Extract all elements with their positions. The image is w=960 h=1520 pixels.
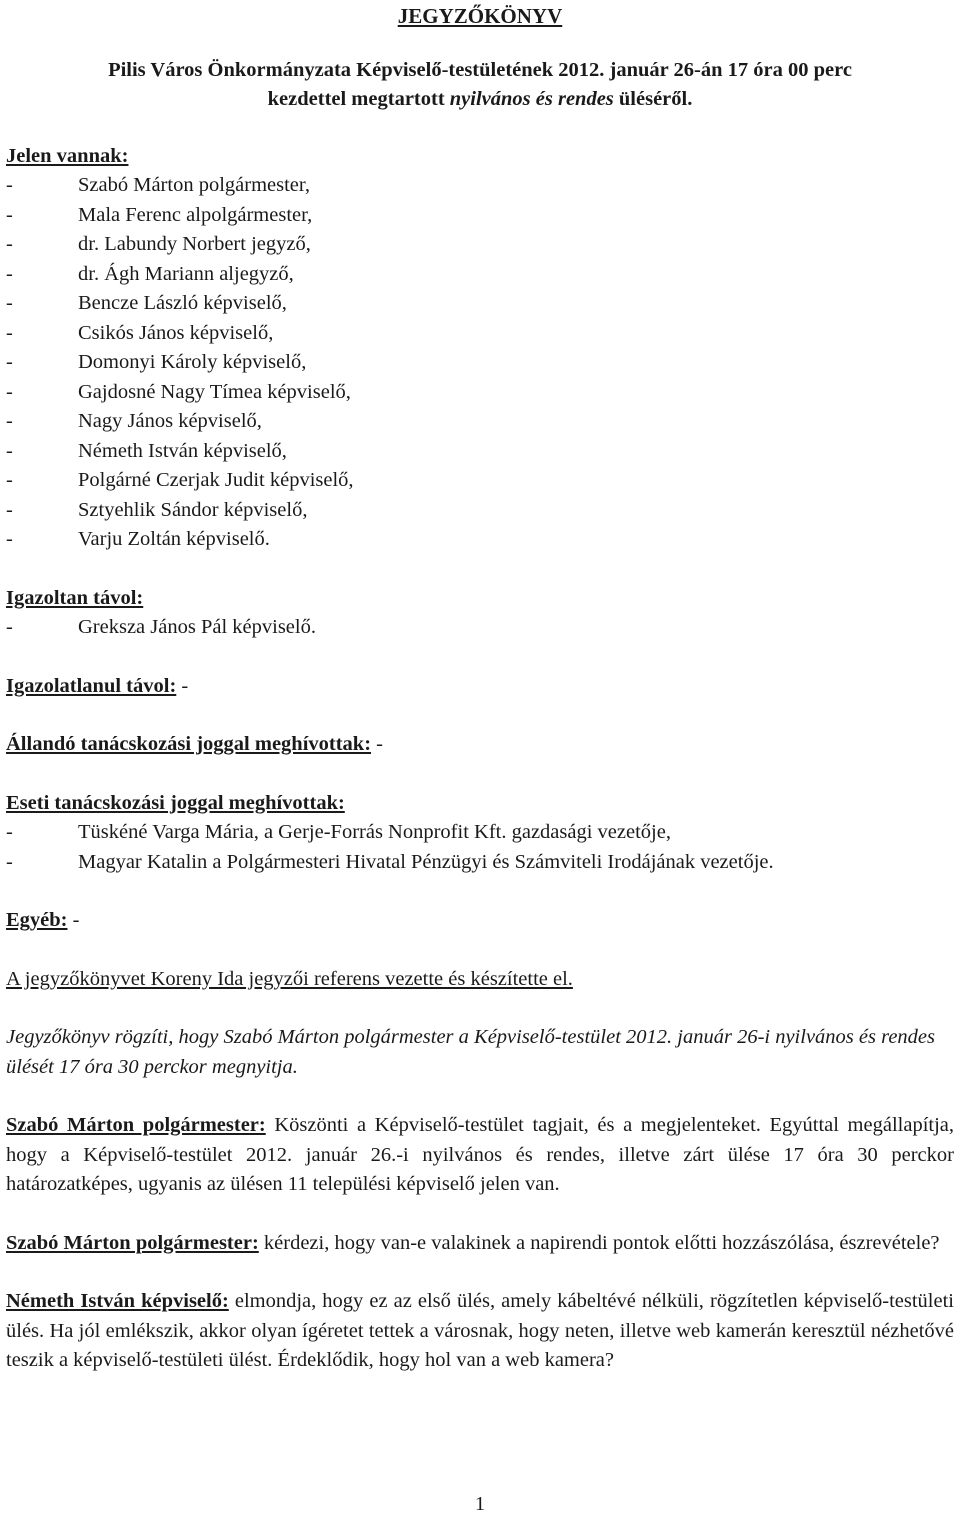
occasional-invitees-heading: Eseti tanácskozási joggal meghívottak: — [6, 791, 345, 814]
permanent-invitees-value: - — [371, 733, 383, 755]
subtitle-line-2 — [6, 85, 954, 115]
speech-paragraph — [6, 1229, 954, 1259]
present-item: - Mala Ferenc alpolgármester, — [6, 201, 954, 231]
speech-paragraph — [6, 1111, 954, 1200]
present-item: - Nagy János képviselő, — [6, 407, 954, 437]
excused-heading: Igazoltan távol: — [6, 586, 144, 609]
occasional-invitee-item: - Magyar Katalin a Polgármesteri Hivatal Pénzügyi és Számviteli Irodájának vezetője. — [6, 848, 954, 878]
present-item: - Polgárné Czerjak Judit képviselő, — [6, 466, 954, 496]
present-item: - Varju Zoltán képviselő. — [6, 525, 954, 555]
present-item: - dr. Ágh Mariann aljegyző, — [6, 260, 954, 290]
unexcused-section — [6, 672, 954, 702]
excused-item: - Greksza János Pál képviselő. — [6, 613, 954, 643]
present-item: - Sztyehlik Sándor képviselő, — [6, 496, 954, 526]
excused-list — [6, 613, 954, 643]
speech-text: Köszönti a Képviselő-testület tagjait, és a megjelenteket. Egyúttal megállapítja, hogy a Képviselő-testület 2012. január 26.-i nyilvános és rendes, illetve zárt ülése 17 óra 30 perckor határozatképes, ugyanis az ülésen 11 települési képviselő jelen van. — [6, 1114, 955, 1195]
occasional-invitees-list — [6, 818, 954, 877]
present-item: - Bencze László képviselő, — [6, 289, 954, 319]
present-item: - dr. Labundy Norbert jegyző, — [6, 230, 954, 260]
occasional-invitees-section — [6, 789, 954, 878]
unexcused-heading: Igazolatlanul távol: — [6, 674, 177, 697]
other-heading: Egyéb: — [6, 909, 68, 931]
speaker-name: Szabó Márton polgármester: — [6, 1231, 259, 1254]
other-section — [6, 906, 954, 936]
permanent-invitees-heading: Állandó tanácskozási joggal meghívottak: — [6, 733, 372, 755]
speech-text: kérdezi, hogy van-e valakinek a napirendi pontok előtti hozzászólása, észrevétele? — [258, 1231, 940, 1254]
subtitle-prefix: kezdettel megtartott — [267, 88, 450, 110]
subtitle-line-1: Pilis Város Önkormányzata Képviselő-testületének 2012. január 26-án 17 óra 00 perc — [108, 58, 852, 81]
excused-section — [6, 584, 954, 643]
present-item: - Szabó Márton polgármester, — [6, 171, 954, 201]
present-item: - Németh István képviselő, — [6, 437, 954, 467]
subtitle-suffix: üléséről. — [613, 88, 693, 110]
present-heading: Jelen vannak: — [6, 144, 129, 167]
present-item: - Gajdosné Nagy Tímea képviselő, — [6, 378, 954, 408]
permanent-invitees-section — [6, 730, 954, 760]
present-section — [6, 142, 954, 555]
speaker-name: Németh István képviselő: — [6, 1290, 229, 1312]
present-list — [6, 171, 954, 555]
present-item: - Csikós János képviselő, — [6, 319, 954, 349]
recorder-note: A jegyzőkönyvet Koreny Ida jegyzői referens vezette és készítette el. — [6, 967, 573, 990]
speaker-name: Szabó Márton polgármester: — [6, 1114, 266, 1136]
unexcused-value: - — [176, 674, 189, 697]
other-value: - — [67, 909, 80, 931]
document-title: JEGYZŐKÖNYV — [397, 4, 563, 28]
meeting-subtitle — [6, 56, 954, 115]
speech-paragraph — [6, 1287, 954, 1376]
occasional-invitee-item: - Tüskéné Varga Mária, a Gerje-Forrás Nonprofit Kft. gazdasági vezetője, — [6, 818, 954, 848]
subtitle-italic: nyilvános és rendes — [449, 88, 614, 110]
page-number: 1 — [474, 1493, 486, 1515]
present-item: - Domonyi Károly képviselő, — [6, 348, 954, 378]
speech-text: elmondja, hogy ez az első ülés, amely kábeltévé nélküli, rögzítetlen képviselő-testületi ülés. Ha jól emlékszik, akkor olyan ígéretet tettek a városnak, hogy neten, illetve web kamerán keresztül nézhetővé teszik a képviselő-testületi ülést. Érdeklődik, hogy hol van a web kamera? — [6, 1290, 954, 1371]
opening-note: Jegyzőkönyv rögzíti, hogy Szabó Márton polgármester a Képviselő-testület 2012. január 26-i nyilvános és rendes ülését 17 óra 30 perckor megnyitja. — [6, 1026, 935, 1078]
